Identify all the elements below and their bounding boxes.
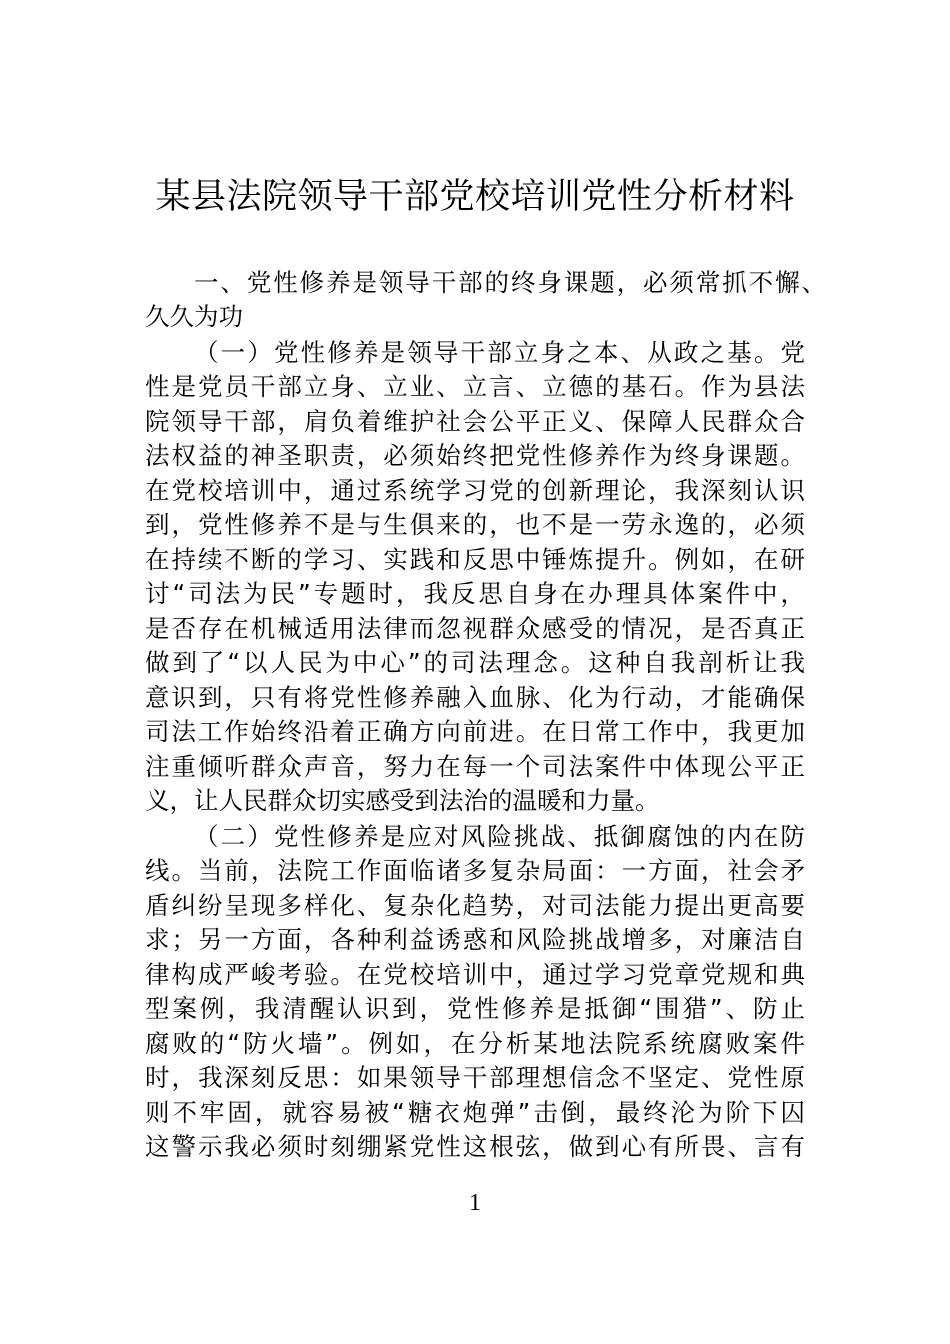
- paragraph-line: 则不牢固，就容易被“糖衣炮弹”击倒，最终沦为阶下囚: [145, 1098, 805, 1127]
- paragraph-line: 做到了“以人民为中心”的司法理念。这种自我剖析让我: [145, 648, 805, 677]
- paragraph-line: 讨“司法为民”专题时，我反思自身在办理具体案件中，: [145, 579, 805, 608]
- paragraph-line: 在持续不断的学习、实践和反思中锤炼提升。例如，在研: [145, 545, 805, 574]
- paragraph-line: 意识到，只有将党性修养融入血脉、化为行动，才能确保: [145, 683, 805, 712]
- paragraph-line: 在党校培训中，通过系统学习党的创新理论，我深刻认识: [145, 476, 805, 505]
- paragraph-line: 线。当前，法院工作面临诸多复杂局面：一方面，社会矛: [145, 856, 805, 885]
- paragraph-line: 这警示我必须时刻绷紧党性这根弦，做到心有所畏、言有: [145, 1132, 805, 1161]
- paragraph-line: 注重倾听群众声音，努力在每一个司法案件中体现公平正: [145, 752, 805, 781]
- paragraph-line: 司法工作始终沿着正确方向前进。在日常工作中，我更加: [145, 717, 805, 746]
- paragraph-line: 腐败的“防火墙”。例如，在分析某地法院系统腐败案件: [145, 1029, 805, 1058]
- paragraph-line: 盾纠纷呈现多样化、复杂化趋势，对司法能力提出更高要: [145, 891, 805, 920]
- section-heading-line: 一、党性修养是领导干部的终身课题，必须常抓不懈、: [194, 268, 826, 297]
- paragraph-line: 型案例，我清醒认识到，党性修养是抵御“围猎”、防止: [145, 994, 805, 1023]
- page-number: 1: [469, 1190, 481, 1216]
- paragraph-line: 性是党员干部立身、立业、立言、立德的基石。作为县法: [145, 372, 805, 401]
- paragraph-line: 律构成严峻考验。在党校培训中，通过学习党章党规和典: [145, 960, 805, 989]
- paragraph-line: 义，让人民群众切实感受到法治的温暖和力量。: [145, 786, 660, 815]
- paragraph-line: （一）党性修养是领导干部立身之本、从政之基。党: [194, 338, 805, 367]
- paragraph-line: 院领导干部，肩负着维护社会公平正义、保障人民群众合: [145, 407, 805, 436]
- paragraph-line: （二）党性修养是应对风险挑战、抵御腐蚀的内在防: [194, 822, 805, 851]
- paragraph-line: 到，党性修养不是与生俱来的，也不是一劳永逸的，必须: [145, 510, 805, 539]
- paragraph-line: 是否存在机械适用法律而忽视群众感受的情况，是否真正: [145, 614, 805, 643]
- paragraph-line: 时，我深刻反思：如果领导干部理想信念不坚定、党性原: [145, 1063, 805, 1092]
- paragraph-line: 法权益的神圣职责，必须始终把党性修养作为终身课题。: [145, 441, 805, 470]
- document-title: 某县法院领导干部党校培训党性分析材料: [155, 177, 795, 217]
- section-heading-line: 久久为功: [145, 302, 243, 331]
- paragraph-line: 求；另一方面，各种利益诱惑和风险挑战增多，对廉洁自: [145, 925, 805, 954]
